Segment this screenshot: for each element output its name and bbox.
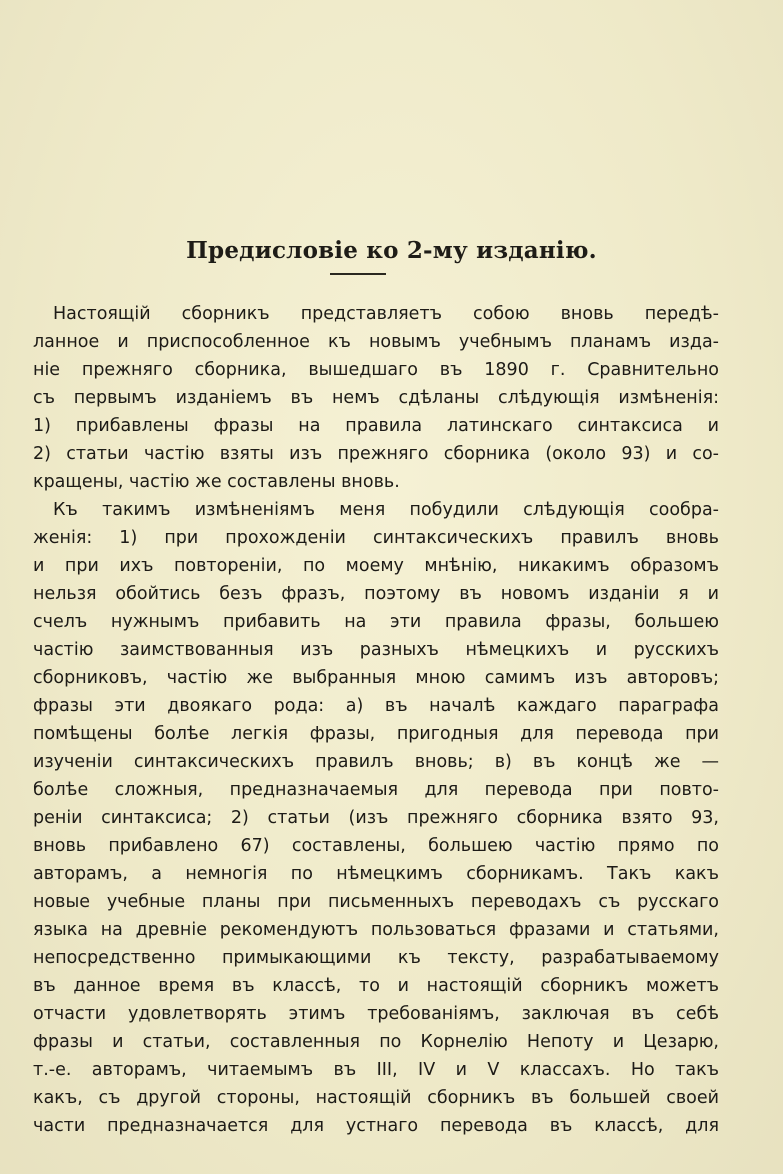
text-line: языка на древніе рекомендуютъ пользоваться фразами и статьями, <box>33 920 719 940</box>
text-line: фразы и статьи, составленныя по Корнелію Непоту и Цезарю, <box>33 1032 719 1052</box>
paragraph-2 <box>33 496 719 1140</box>
text-line: реніи синтаксиса; 2) статьи (изъ прежняго сборника взято 93, <box>33 808 719 828</box>
text-line: помѣщены болѣе легкія фразы, пригодныя для перевода при <box>33 724 719 744</box>
text-line: новые учебные планы при письменныхъ переводахъ съ русскаго <box>33 892 719 912</box>
text-line: вновь прибавлено 67) составлены, большею частію прямо по <box>33 836 719 856</box>
text-line: отчасти удовлетворять этимъ требованіямъ, заключая въ себѣ <box>33 1004 719 1024</box>
text-line: кращены, частію же составлены вновь. <box>33 472 400 492</box>
text-line: въ данное время въ классѣ, то и настоящій сборникъ можетъ <box>33 976 719 996</box>
text-line: фразы эти двоякаго рода: а) въ началѣ каждаго параграфа <box>33 696 719 716</box>
text-line: частію заимствованныя изъ разныхъ нѣмецкихъ и русскихъ <box>33 640 719 660</box>
text-line: счелъ нужнымъ прибавить на эти правила фразы, большею <box>33 612 719 632</box>
page-title: Предисловіе ко 2-му изданію. <box>186 237 597 265</box>
text-line: Настоящій сборникъ представляетъ собою вновь передѣ- <box>53 304 719 324</box>
title-divider <box>330 273 386 275</box>
text-line: нельзя обойтись безъ фразъ, поэтому въ новомъ изданіи я и <box>33 584 719 604</box>
body-text <box>33 300 719 1140</box>
text-line: какъ, съ другой стороны, настоящій сборникъ въ большей своей <box>33 1088 719 1108</box>
text-line: изученіи синтаксическихъ правилъ вновь; в) въ концѣ же — <box>33 752 719 772</box>
text-line: сборниковъ, частію же выбранныя мною самимъ изъ авторовъ; <box>33 668 719 688</box>
text-line: съ первымъ изданіемъ въ немъ сдѣланы слѣдующія измѣненія: <box>33 388 719 408</box>
text-line: части предназначается для устнаго перевода въ классѣ, для <box>33 1116 719 1136</box>
text-line: ланное и приспособленное къ новымъ учебнымъ планамъ изда- <box>33 332 719 352</box>
text-line: т.-е. авторамъ, читаемымъ въ III, IV и V классахъ. Но такъ <box>33 1060 719 1080</box>
text-line: болѣе сложныя, предназначаемыя для перевода при повто- <box>33 780 719 800</box>
paragraph-1 <box>33 300 719 496</box>
text-line: Къ такимъ измѣненіямъ меня побудили слѣдующія сообра- <box>53 500 719 520</box>
text-line: 2) статьи частію взяты изъ прежняго сборника (около 93) и со- <box>33 444 719 464</box>
text-line: непосредственно примыкающими къ тексту, разрабатываемому <box>33 948 719 968</box>
text-line: авторамъ, а немногія по нѣмецкимъ сборникамъ. Такъ какъ <box>33 864 719 884</box>
text-line: 1) прибавлены фразы на правила латинскаго синтаксиса и <box>33 416 719 436</box>
text-line: и при ихъ повтореніи, по моему мнѣнію, никакимъ образомъ <box>33 556 719 576</box>
text-line: женія: 1) при прохожденіи синтаксическихъ правилъ вновь <box>33 528 719 548</box>
text-line: ніе прежняго сборника, вышедшаго въ 1890 г. Сравнительно <box>33 360 719 380</box>
